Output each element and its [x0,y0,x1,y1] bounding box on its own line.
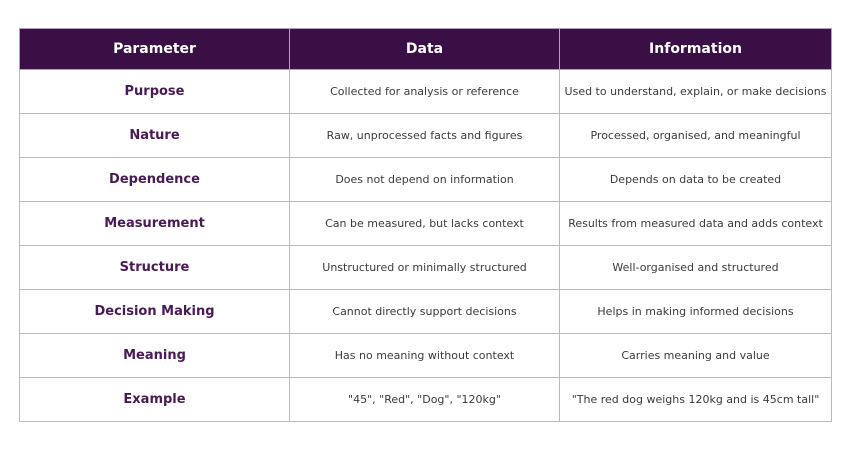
row-parameter: Meaning [20,334,290,378]
row-data: Collected for analysis or reference [290,70,560,114]
table-row [20,290,832,334]
row-parameter: Example [20,378,290,422]
row-information: Used to understand, explain, or make decisions [560,70,832,114]
row-data: Does not depend on information [290,158,560,202]
row-parameter: Nature [20,114,290,158]
table-row [20,334,832,378]
comparison-table-wrapper [19,28,831,422]
row-parameter: Decision Making [20,290,290,334]
row-data: "45", "Red", "Dog", "120kg" [290,378,560,422]
table-row [20,114,832,158]
table-row [20,202,832,246]
row-data: Has no meaning without context [290,334,560,378]
row-information: Processed, organised, and meaningful [560,114,832,158]
row-information: "The red dog weighs 120kg and is 45cm tall" [560,378,832,422]
row-parameter: Dependence [20,158,290,202]
row-information: Depends on data to be created [560,158,832,202]
row-parameter: Structure [20,246,290,290]
row-data: Cannot directly support decisions [290,290,560,334]
row-information: Helps in making informed decisions [560,290,832,334]
row-parameter: Measurement [20,202,290,246]
table-header [20,29,832,70]
table-body [20,70,832,422]
table-row [20,378,832,422]
header-parameter: Parameter [20,29,290,70]
header-data: Data [290,29,560,70]
row-information: Results from measured data and adds context [560,202,832,246]
row-parameter: Purpose [20,70,290,114]
row-data: Raw, unprocessed facts and figures [290,114,560,158]
header-row [20,29,832,70]
row-data: Unstructured or minimally structured [290,246,560,290]
table-row [20,246,832,290]
row-information: Well-organised and structured [560,246,832,290]
table-row [20,158,832,202]
header-information: Information [560,29,832,70]
data-vs-information-table [19,28,832,422]
table-row [20,70,832,114]
row-information: Carries meaning and value [560,334,832,378]
row-data: Can be measured, but lacks context [290,202,560,246]
